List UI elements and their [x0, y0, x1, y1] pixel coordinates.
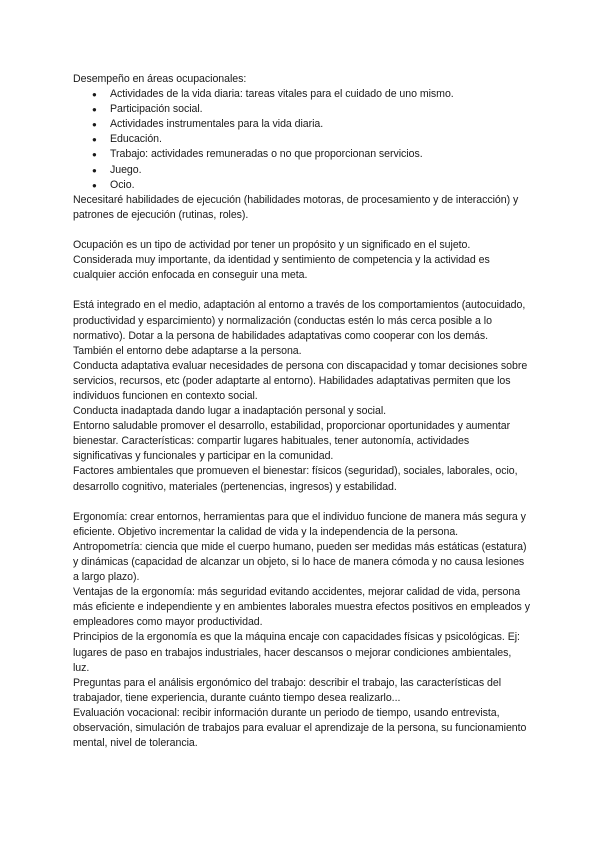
section-heading: Desempeño en áreas ocupacionales: [73, 73, 247, 85]
paragraph-entorno: Entorno saludable promover el desarrollo, estabilidad, proporcionar oportunidades y aumentar bienestar. Características: compartir lugares habituales, tener autonomía, actividades significativas y funcionales y participar en la comunidad. [73, 420, 511, 463]
paragraph-conducta-inadaptada: Conducta inadaptada dando lugar a inadaptación personal y social. [73, 405, 387, 418]
list-item: ● Ocio. [110, 178, 530, 193]
list-item: ● Actividades instrumentales para la vida diaria. [110, 117, 530, 132]
list-item: ● Participación social. [110, 102, 530, 117]
paragraph-factores: Factores ambientales que promueven el bienestar: físicos (seguridad), sociales, laborales, ocio, desarrollo cognitivo, materiales (pertenencias, ingresos) y estabilidad. [73, 465, 518, 493]
paragraph-preguntas: Preguntas para el análisis ergonómico del trabajo: describir el trabajo, las características del trabajador, tiene experiencia, durante cuánto tiempo desea realizarlo... [73, 676, 501, 704]
paragraph-ventajas: Ventajas de la ergonomía: más seguridad evitando accidentes, mejorar calidad de vida, persona más eficiente e independiente y en ambientes laborales muestra efectos positivos en empleados y empleadores como mayor productividad. [73, 586, 530, 629]
paragraph-gap [73, 283, 530, 298]
paragraph-gap [73, 495, 530, 510]
paragraph-habilidades: Necesitaré habilidades de ejecución (habilidades motoras, de procesamiento y de interacción) y patrones de ejecución (rutinas, roles). [73, 193, 519, 221]
list-item: ● Trabajo: actividades remuneradas o no que proporcionan servicios. [110, 147, 530, 162]
paragraph-evaluacion: Evaluación vocacional: recibir información durante un periodo de tiempo, usando entrevista, observación, simulación de trabajos para evaluar el aprendizaje de la persona, su funcionamiento mental, nivel de tolerancia. [73, 706, 527, 750]
list-item: ● Actividades de la vida diaria: tareas vitales para el cuidado de uno mismo. [110, 87, 530, 102]
paragraph-antropometria: Antropometría: ciencia que mide el cuerpo humano, pueden ser medidas más estáticas (estatura) y dinámicas (capacidad de alcanzar un objeto, si lo hace de manera cómoda y no causa lesiones a largo plazo). [73, 540, 527, 584]
paragraph-conducta-adaptativa: Conducta adaptativa evaluar necesidades de persona con discapacidad y tomar decisiones sobre servicios, recursos, etc (poder adaptarte al entorno). Habilidades adaptativas permiten que los individuos funcionen en contexto social. [73, 359, 528, 402]
paragraph-integrado: Está integrado en el medio, adaptación al entorno a través de los comportamientos (autocuidado, productividad y esparcimiento) y normalización (conductas estén lo más cerca posible a lo normativo). Dotar a la persona de habilidades adaptativas como cooperar con los demás. También el entorno debe adaptarse a la persona. [73, 299, 526, 357]
paragraph-ergonomia: Ergonomía: crear entornos, herramientas para que el individuo funcione de manera más segura y eficiente. Objetivo incrementar la calidad de vida y la independencia de la persona. [73, 510, 526, 538]
paragraph-principios: Principios de la ergonomía es que la máquina encaje con capacidades físicas y psicológicas. Ej: lugares de paso en trabajos industriales, hacer descansos o mejorar condiciones ambientales, luz. [73, 631, 520, 674]
occupational-areas-list [73, 87, 530, 193]
list-item: ● Juego. [110, 163, 530, 178]
paragraph-gap [73, 223, 530, 238]
paragraph-ocupacion: Ocupación es un tipo de actividad por tener un propósito y un significado en el sujeto. Considerada muy importante, da identidad y sentimiento de competencia y la actividad es cualquier acción enfocada en conseguir una meta. [73, 239, 490, 282]
list-item: ● Educación. [110, 132, 530, 147]
